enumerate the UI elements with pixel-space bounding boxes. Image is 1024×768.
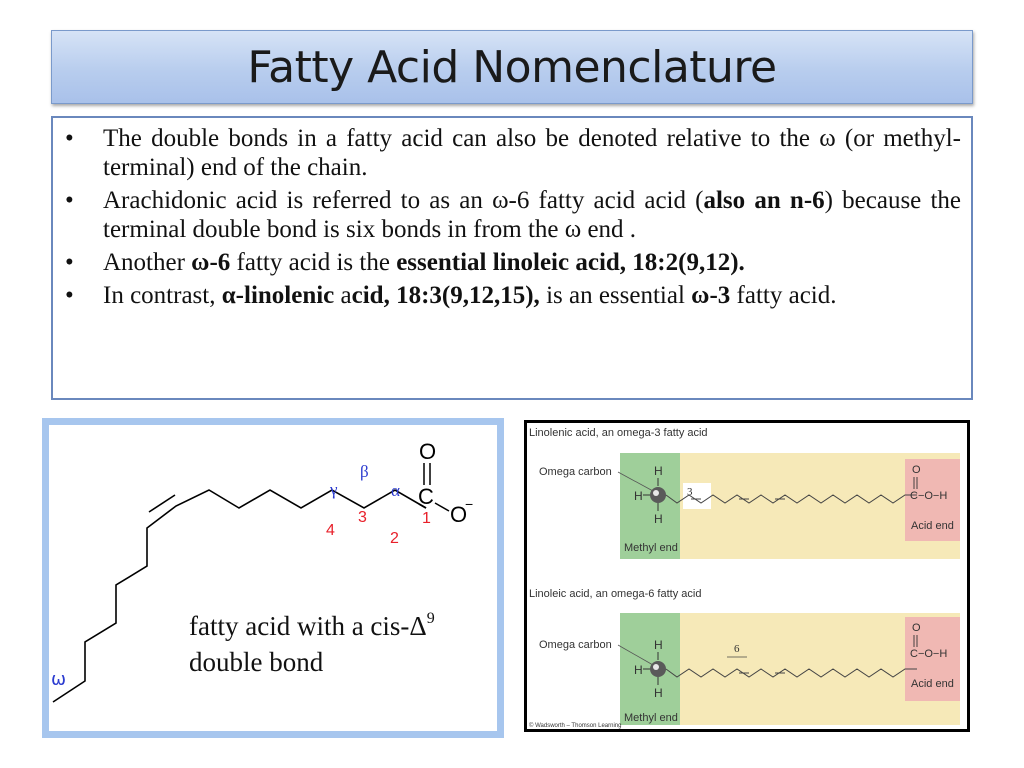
bullet-text: ) because the terminal double bond is six bonds in from the ω end . bbox=[103, 187, 961, 243]
title-banner bbox=[51, 30, 973, 104]
bullet-text: is an essential bbox=[539, 282, 692, 309]
linoleic-acid-group: C−O−H bbox=[910, 648, 948, 660]
linolenic-title: Linolenic acid, an omega-3 fatty acid bbox=[529, 427, 708, 439]
linoleic-omega-carbon-label: Omega carbon bbox=[539, 639, 612, 651]
caption-line-2: double bond bbox=[189, 647, 324, 677]
bullet-marker: • bbox=[65, 249, 74, 276]
linolenic-acid-end-label: Acid end bbox=[911, 520, 954, 532]
bullet-bold-text: essential linoleic acid, 18:2(9,12). bbox=[396, 249, 745, 276]
bullet-bold-text: cid, 18:3(9,12,15), bbox=[351, 282, 540, 309]
bullet-item-linolenic bbox=[65, 281, 961, 310]
caption-line-1 bbox=[189, 610, 435, 641]
bullet-text: fatty acid is the bbox=[230, 249, 397, 276]
caption-superscript: 9 bbox=[426, 610, 435, 627]
linoleic-acid-end-label: Acid end bbox=[911, 678, 954, 690]
carboxylate-bond bbox=[435, 503, 449, 511]
carbon-number-2: 2 bbox=[390, 530, 399, 547]
omega-label: ω bbox=[51, 669, 67, 690]
linoleic-h-bottom: H bbox=[654, 686, 663, 700]
linolenic-h-top: H bbox=[654, 464, 663, 478]
bullet-marker: • bbox=[65, 187, 74, 214]
omega-comparison-figure bbox=[527, 423, 967, 729]
linoleic-h-left: H bbox=[634, 663, 643, 677]
alpha-label: α bbox=[391, 481, 400, 500]
bullet-bold-text: ω-6 bbox=[191, 249, 231, 276]
carbon-number-4: 4 bbox=[326, 522, 335, 539]
fatty-acid-skeletal-diagram bbox=[49, 425, 497, 731]
bullet-list-box bbox=[51, 116, 973, 400]
atom-carbon-c1: C bbox=[418, 484, 434, 509]
bullet-item-arachidonic bbox=[65, 186, 961, 244]
page-title: Fatty Acid Nomenclature bbox=[247, 41, 777, 93]
bullet-bold-text: α-linolenic bbox=[221, 282, 335, 309]
omega-comparison-panel bbox=[524, 420, 970, 732]
gamma-label: γ bbox=[330, 480, 338, 499]
linoleic-title: Linoleic acid, an omega-6 fatty acid bbox=[529, 588, 702, 600]
fatty-acid-structure-panel bbox=[42, 418, 504, 738]
linolenic-h-bottom: H bbox=[654, 512, 663, 526]
caption-main: fatty acid with a cis-Δ bbox=[189, 611, 427, 641]
copyright-notice: © Wadsworth – Thomson Learning bbox=[529, 723, 622, 729]
linoleic-acid-oxygen: O bbox=[912, 622, 921, 634]
carbon-number-1: 1 bbox=[422, 510, 431, 527]
bullet-text: The double bonds in a fatty acid can also be denoted relative to the ω (or methyl-terminal) end of the chain. bbox=[103, 125, 961, 181]
linolenic-methyl-end-label: Methyl end bbox=[624, 542, 678, 554]
atom-oxygen-top: O bbox=[419, 439, 437, 464]
negative-charge: − bbox=[465, 496, 474, 512]
bullet-text: Another bbox=[103, 249, 192, 276]
linolenic-bond-number: 3 bbox=[687, 486, 693, 498]
linolenic-omega-carbon-label: Omega carbon bbox=[539, 466, 612, 478]
linoleic-h-top: H bbox=[654, 638, 663, 652]
bullet-item-omega-definition bbox=[65, 124, 961, 182]
atom-oxygen-minus: O bbox=[450, 502, 468, 527]
linoleic-omega-carbon-highlight bbox=[653, 664, 659, 670]
linoleic-methyl-end-label: Methyl end bbox=[624, 712, 678, 724]
bullet-text: Arachidonic acid is referred to as an ω-6 fatty acid acid ( bbox=[103, 187, 704, 214]
linolenic-acid-group: C−O−H bbox=[910, 490, 948, 502]
linolenic-acid-oxygen: O bbox=[912, 464, 921, 476]
linolenic-h-left: H bbox=[634, 489, 643, 503]
bullet-text: a bbox=[334, 282, 352, 309]
bullet-bold-text: ω-3 bbox=[691, 282, 731, 309]
linoleic-bond-number: 6 bbox=[734, 643, 740, 655]
bullet-text: In contrast, bbox=[103, 282, 222, 309]
beta-label: β bbox=[360, 462, 369, 481]
bullet-text: fatty acid. bbox=[730, 282, 837, 309]
linolenic-omega-carbon-highlight bbox=[653, 490, 659, 496]
carbon-number-3: 3 bbox=[358, 509, 367, 526]
bullet-item-linoleic bbox=[65, 248, 961, 277]
bullet-marker: • bbox=[65, 125, 74, 152]
bullet-marker: • bbox=[65, 282, 74, 309]
bullet-list bbox=[65, 124, 961, 310]
bullet-bold-text: also an n-6 bbox=[703, 187, 825, 214]
